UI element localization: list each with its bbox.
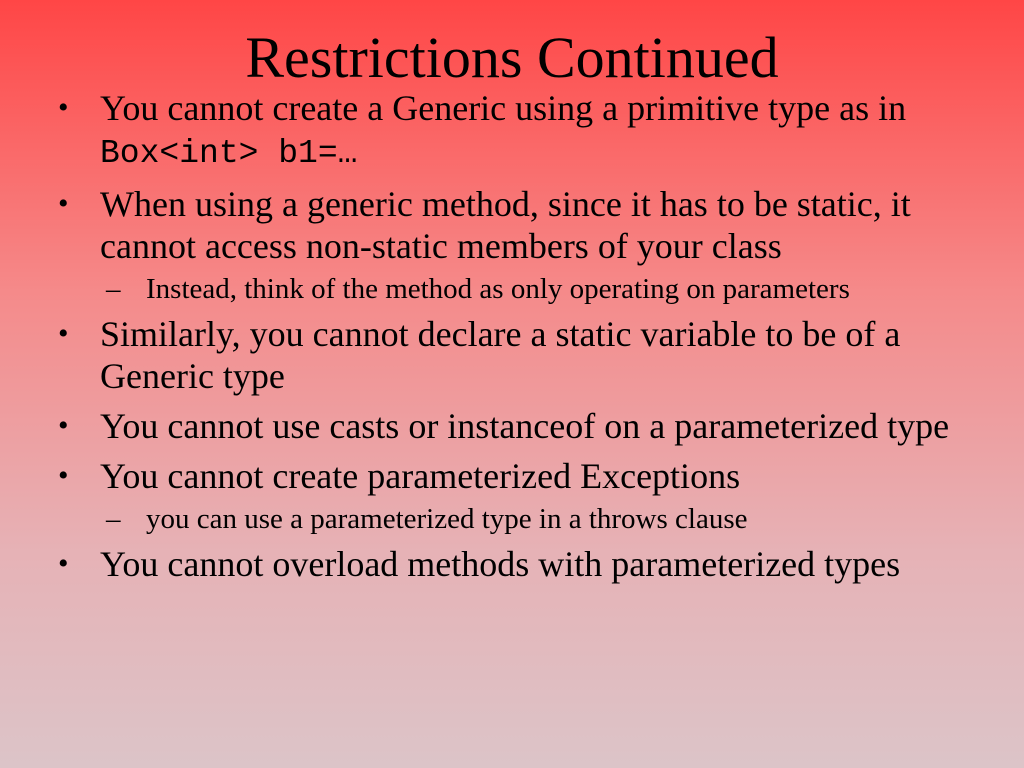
- bullet-text: Similarly, you cannot declare a static variable to be of a Generic type: [100, 314, 901, 396]
- bullet-text: When using a generic method, since it has to be static, it cannot access non-static members of your class: [100, 184, 911, 266]
- sub-bullet-text: you can use a parameterized type in a throws clause: [146, 503, 748, 535]
- bullet-text: You cannot create a Generic using a primitive type as in: [100, 88, 907, 128]
- bullet-list: [0, 87, 1000, 593]
- bullet-text: You cannot create parameterized Exceptions: [100, 456, 741, 496]
- bullet-text: You cannot use casts or instanceof on a parameterized type: [100, 406, 950, 446]
- dash-icon: –: [106, 273, 121, 305]
- sub-bullet-text: Instead, think of the method as only operating on parameters: [146, 273, 850, 305]
- bullet-icon: •: [58, 187, 69, 220]
- bullet-item: [0, 313, 1000, 397]
- bullet-icon: •: [58, 547, 69, 580]
- code-snippet: Box<int> b1=…: [100, 135, 358, 172]
- bullet-item: [0, 543, 1000, 585]
- sub-bullet-item: [0, 271, 1000, 307]
- sub-bullet-item: [0, 501, 1000, 537]
- bullet-item: [0, 183, 1000, 267]
- dash-icon: –: [106, 503, 121, 535]
- bullet-icon: •: [58, 409, 69, 442]
- bullet-text: You cannot overload methods with parameterized types: [100, 544, 901, 584]
- bullet-icon: •: [58, 91, 69, 124]
- slide-title: Restrictions Continued: [245, 25, 779, 90]
- bullet-item: [0, 405, 1000, 447]
- bullet-item: [0, 87, 1000, 175]
- bullet-icon: •: [58, 459, 69, 492]
- bullet-icon: •: [58, 317, 69, 350]
- bullet-item: [0, 455, 1000, 497]
